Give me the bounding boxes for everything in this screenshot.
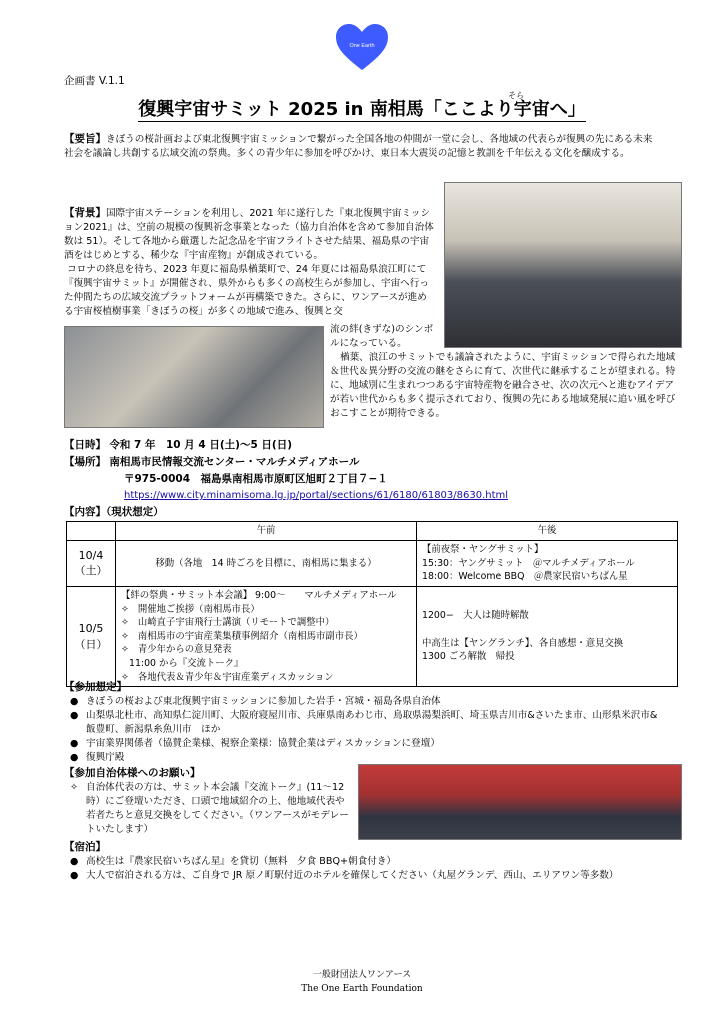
request-section: [64, 766, 354, 837]
background-section: [64, 206, 436, 319]
table-row: [67, 541, 678, 587]
content-label: 【内容】（現状想定）: [64, 506, 164, 518]
table-row: [67, 586, 678, 686]
date-row: [64, 438, 292, 453]
list-item: ● きぼうの桜および東北復興宇宙ミッションに参加した岩手・宮城・福島各県自治体: [70, 696, 441, 708]
header-am: 午前: [116, 522, 417, 541]
background-p1: 国際宇宙ステーションを利用し、2021 年に遂行した『東北復興宇宙ミッション2021』は、空前の規模の復興祈念事業となった（協力自治体を含めて参加自治体数は 51）。そして各地から厳選した記念品を宇宙フライトさせた結果、福島県の宇宙酒をはじめとする、稀少な『宇宙産物』が創成されている。: [64, 208, 434, 262]
date-value: 令和 7 年 10 月 4 日(土)～5 日(日): [109, 439, 293, 451]
header-pm: 午後: [417, 522, 678, 541]
day2-am: 【絆の祭典・サミット本会議】 9:00～ マルチメディアホール ✧ 開催地ご挨拶（南相馬市長） ✧ 山崎直子宇宙飛行士講演（リモートで調整中） ✧ 南相馬市の宇宙産業集積事例紹介（南相馬市副市長） ✧ 青少年からの意見発表 11:00 から『交流トーク』 ✧ 各地代表＆青少年＆宇宙産業ディスカッション: [116, 586, 417, 686]
summary-section: [64, 132, 660, 161]
list-item: ● 高校生は『農家民宿いちばん星』を貸切（無料 夕食 BBQ+朝食付き）: [70, 856, 397, 868]
background-p3: 楢葉、浪江のサミットでも議論されたように、宇宙ミッションで得られた地域＆世代＆異分野の交流の継をさらに育て、次世代に継承することが望まれる。特に、地域別に生まれつつある宇宙特産物を融合させ、次の次元へと進むアイデアが若い世代からも多く提示されており、復興の先にある地域発展に追い風を呼びおこすことが期待できる。: [330, 352, 676, 419]
day1-cell: 10/4 （土）: [67, 541, 116, 587]
table-header-row: [67, 522, 678, 541]
day1-pm: 【前夜祭・ヤングサミット】 15:30：ヤングサミット ＠マルチメディアホール 18:00：Welcome BBQ ＠農家民宿いちばん星: [417, 541, 678, 587]
footer-org-ja: 一般財団法人ワンアース: [312, 970, 412, 980]
background-p2a: コロナの終息を待ち、2023 年夏に福島県楢葉町で、24 年夏には福島県浪江町にて『復興宇宙サミット』が開催され、県外からも多くの高校生らが参加し、宇宙へ行った仲間たちの広域交流プラットフォームが再構築できた。さらに、ワンアースが進める宇宙桜植樹事業「きぼうの桜」が多くの地域で進み、復興と交: [64, 263, 429, 317]
page-title: 復興宇宙サミット 2025 in 南相馬「ここより宇宙へ」: [138, 99, 586, 120]
summary-label: 【要旨】: [64, 133, 106, 145]
logo-text: One Earth: [349, 43, 375, 49]
lodging-label: 【宿泊】: [64, 841, 106, 853]
venue-link[interactable]: https://www.city.minamisoma.lg.jp/portal/sections/61/6180/61803/8630.html: [124, 490, 509, 501]
header-blank: [67, 522, 116, 541]
day1-am: 移動（各地 14 時ごろを目標に、南相馬に集まる）: [116, 541, 417, 587]
day2-cell: 10/5 （日）: [67, 586, 116, 686]
participants-section: [64, 680, 664, 765]
date-label: 【日時】: [64, 439, 106, 451]
one-earth-heart-logo: [334, 22, 390, 72]
participants-label: 【参加想定】: [64, 681, 127, 693]
background-p2b: 流の絆(きずな)のシンボルになっている。: [330, 324, 434, 349]
footer-org-en: The One Earth Foundation: [301, 984, 423, 994]
summary-text: きぼうの桜計画および東北復興宇宙ミッションで繋がった全国各地の仲間が一堂に会し、各地域の代表らが復興の先にある未来社会を議論し共創する広域交流の祭典。多くの青少年に参加を呼びかけ、東日本大震災の記憶と教訓を千年伝える文化を醸成する。: [64, 134, 653, 160]
request-label: 【参加自治体様へのお願い】: [64, 767, 201, 779]
place-label: 【場所】: [64, 456, 106, 468]
summit-hall-photo: [358, 764, 682, 840]
summit-group-photo: [444, 182, 682, 348]
request-item: ✧ 自治体代表の方は、サミット本会議『交流トーク』(11～12 時）にご登壇いただき、口頭で地域紹介の上、他地域代表や若者たちと意見交換をしてください。（ワンアースがモデレートいたします）: [70, 782, 349, 835]
students-group-photo: [64, 326, 324, 428]
list-item: ● 宇宙業界関係者（協賛企業様、視察企業様：協賛企業はディスカッションに登壇）: [70, 737, 440, 749]
list-item: ● 大人で宿泊される方は、ご自身で JR 原ノ町駅付近のホテルを確保してください（丸屋グランデ、西山、エリアワン等多数）: [70, 870, 619, 882]
address: 〒975-0004 福島県南相馬市原町区旭町２丁目７−１: [124, 473, 388, 485]
schedule-table: [66, 521, 678, 687]
place-row: [64, 455, 359, 470]
title-ruby: そら: [508, 91, 524, 100]
background-label: 【背景】: [64, 207, 106, 219]
place-value: 南相馬市民情報交流センター・マルチメディアホール: [109, 456, 360, 468]
list-item: ● 復興庁殿: [70, 751, 125, 763]
doc-version: 企画書 V.1.1: [64, 75, 125, 87]
lodging-section: [64, 840, 664, 883]
day2-pm: 1200− 大人は随時解散 中高生は【ヤングランチ】、各自感想・意見交換 1300 ごろ解散 帰投: [417, 586, 678, 686]
list-item: ● 山梨県北杜市、高知県仁淀川町、大阪府寝屋川市、兵庫県南あわじ市、鳥取県湯梨浜町、埼玉県吉川市&さいたま市、山形県米沢市&飯豊町、新潟県糸魚川市 ほか: [70, 710, 658, 736]
